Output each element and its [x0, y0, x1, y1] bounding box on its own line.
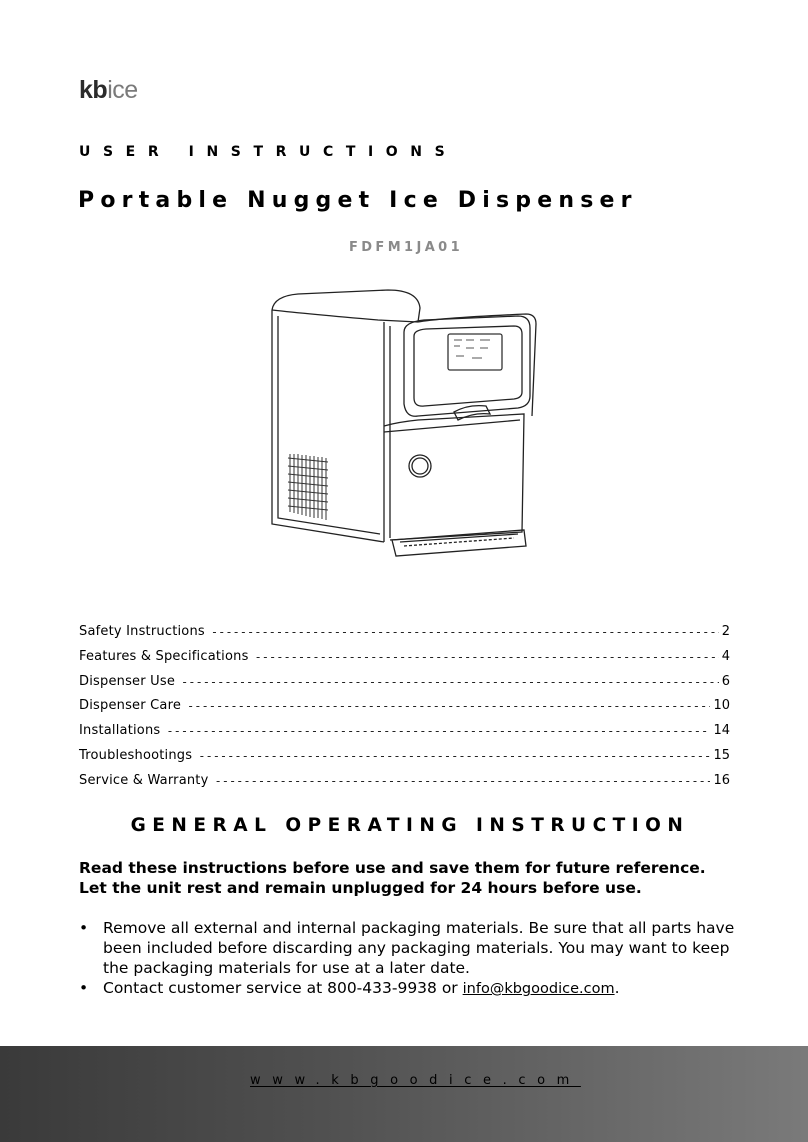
bullet-icon: • — [79, 979, 89, 997]
toc-page: 4 — [721, 648, 730, 664]
list-item — [79, 918, 759, 978]
toc-leader — [187, 694, 710, 719]
list-item — [79, 978, 759, 999]
toc-entry[interactable] — [79, 719, 730, 744]
intro-line: Read these instructions before use and save them for future reference. — [79, 859, 706, 877]
toc-leader — [198, 744, 710, 769]
toc-entry[interactable] — [79, 769, 730, 794]
brand-logo — [79, 76, 138, 104]
toc-leader — [255, 645, 719, 670]
bullet-suffix: . — [614, 979, 620, 997]
intro-line: Let the unit rest and remain unplugged for 24 hours before use. — [79, 879, 642, 897]
toc-page: 6 — [721, 673, 730, 689]
toc-leader — [181, 670, 719, 695]
bullet-text: Contact customer service at 800-433-9938 or — [103, 979, 463, 997]
toc-leader — [215, 769, 711, 794]
toc-entry[interactable] — [79, 744, 730, 769]
bullet-text: Remove all external and internal packaging materials. Be sure that all parts have been included before discarding any packaging materials. You may want to keep the packaging materials for use at a later date. — [103, 919, 735, 977]
section-heading: GENERAL OPERATING INSTRUCTION — [130, 815, 690, 836]
toc-label: Service & Warranty — [79, 772, 209, 788]
toc-entry[interactable] — [79, 645, 730, 670]
footer-bar — [0, 1046, 808, 1142]
toc-page: 2 — [721, 624, 730, 639]
toc-label: Dispenser Care — [79, 698, 182, 714]
toc-page: 10 — [713, 698, 730, 714]
logo-kb: kb — [79, 76, 108, 104]
ice-dispenser-illustration — [268, 286, 548, 566]
document-title: Portable Nugget Ice Dispenser — [78, 188, 638, 213]
website-link[interactable]: www.kbgoodice.com — [250, 1073, 581, 1088]
model-number: FDFM1JA01 — [348, 240, 464, 255]
toc-page: 14 — [713, 723, 730, 739]
table-of-contents — [79, 620, 730, 794]
toc-entry[interactable] — [79, 670, 730, 695]
toc-label: Troubleshootings — [79, 747, 193, 763]
toc-entry[interactable] — [79, 694, 730, 719]
logo-ice: ice — [107, 76, 138, 104]
instruction-list — [79, 918, 759, 999]
toc-label: Features & Specifications — [79, 648, 249, 664]
toc-page: 15 — [713, 747, 730, 763]
toc-label: Safety Instructions — [79, 624, 205, 639]
document-type: USER INSTRUCTIONS — [79, 144, 458, 160]
toc-page: 16 — [713, 772, 730, 788]
intro-text — [79, 858, 759, 898]
toc-leader — [166, 719, 710, 744]
toc-label: Dispenser Use — [79, 673, 176, 689]
toc-label: Installations — [79, 723, 161, 739]
toc-entry[interactable] — [79, 620, 730, 645]
toc-leader — [211, 620, 719, 645]
bullet-icon: • — [79, 919, 89, 937]
email-link[interactable]: info@kbgoodice.com — [462, 981, 615, 997]
